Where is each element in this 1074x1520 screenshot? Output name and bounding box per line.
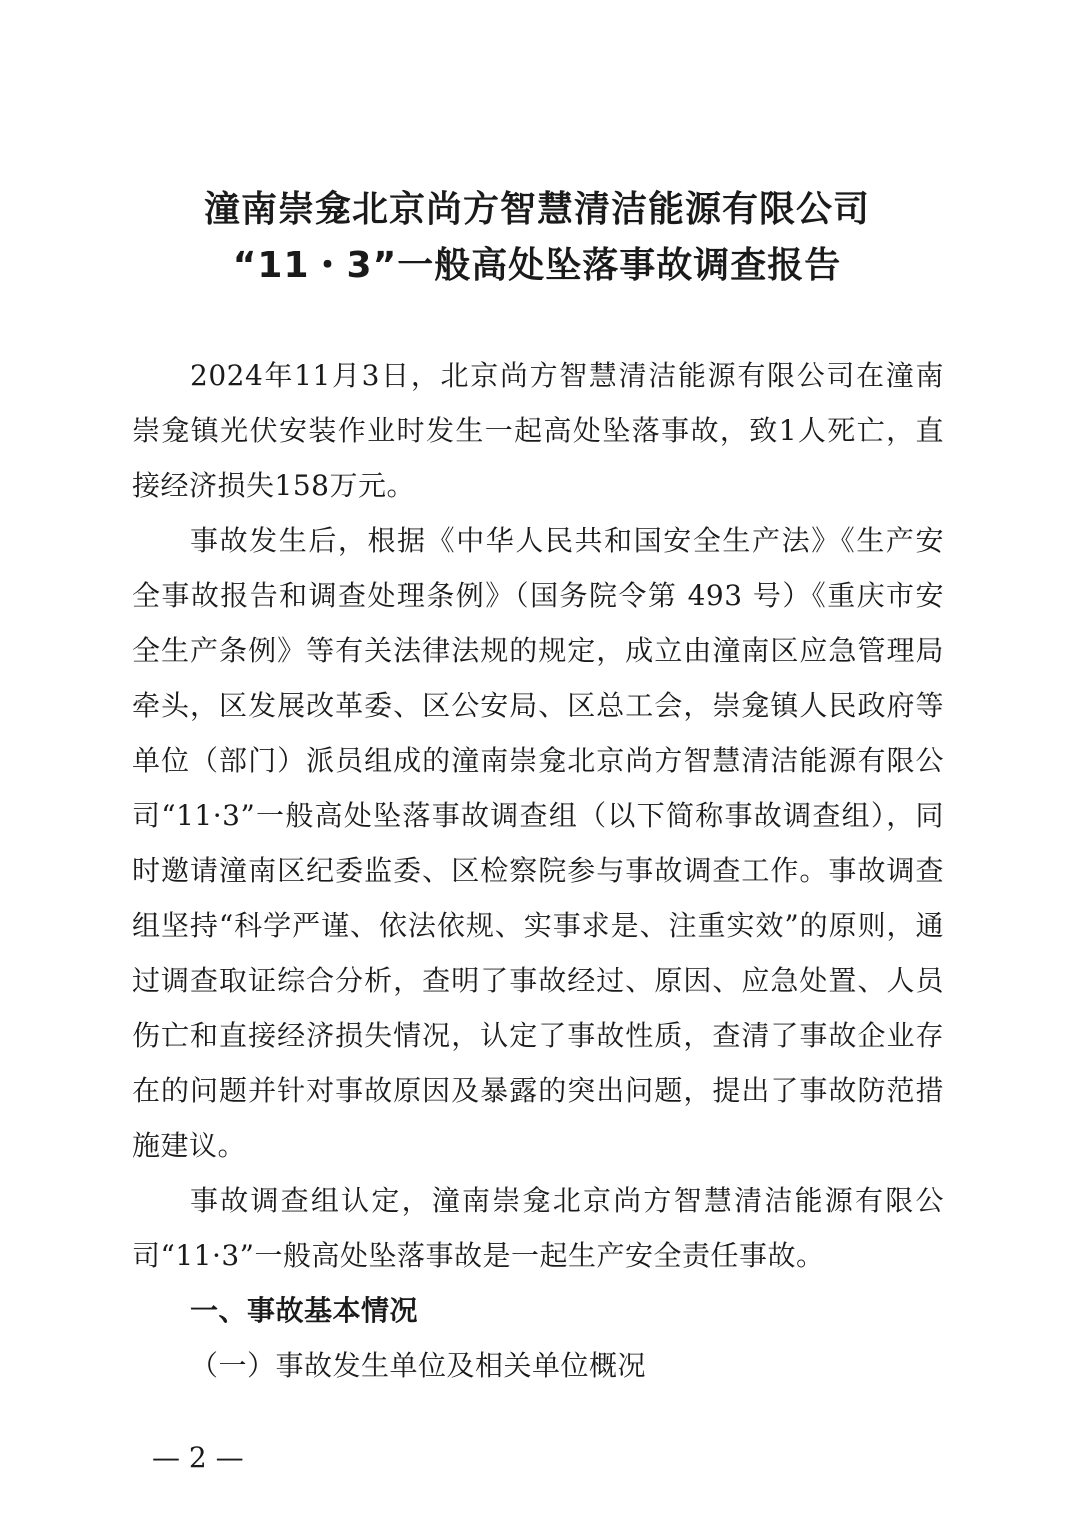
report-title-line-2: “11・3”一般高处坠落事故调查报告: [232, 245, 842, 286]
paragraph-investigation: 事故发生后，根据《中华人民共和国安全生产法》《生产安全事故报告和调查处理条例》（国务院令第 493 号）《重庆市安全生产条例》等有关法律法规的规定，成立由潼南区应急管理局牵头，区发展改革委、区公安局、区总工会，崇龛镇人民政府等单位（部门）派员组成的潼南崇龛北京尚方智慧清洁能源有限公司“11·3”一般高处坠落事故调查组（以下简称事故调查组），同时邀请潼南区纪委监委、区检察院参与事故调查工作。事故调查组坚持“科学严谨、依法依规、实事求是、注重实效”的原则，通过调查取证综合分析，查明了事故经过、原因、应急处置、人员伤亡和直接经济损失情况，认定了事故性质，查清了事故企业存在的问题并针对事故原因及暴露的突出问题，提出了事故防范措施建议。: [132, 524, 944, 1162]
subsection-heading: （一）事故发生单位及相关单位概况: [190, 1349, 647, 1382]
paragraph-summary: 2024年11月3日，北京尚方智慧清洁能源有限公司在潼南崇龛镇光伏安装作业时发生一起高处坠落事故，致1人死亡，直接经济损失158万元。: [132, 359, 944, 502]
paragraph-conclusion: 事故调查组认定，潼南崇龛北京尚方智慧清洁能源有限公司“11·3”一般高处坠落事故是一起生产安全责任事故。: [132, 1184, 944, 1272]
report-body: [132, 348, 944, 1393]
page-number: — 2 —: [152, 1441, 244, 1474]
report-title-line-1: 潼南崇龛北京尚方智慧清洁能源有限公司: [203, 189, 870, 230]
section-heading: 一、事故基本情况: [190, 1294, 419, 1327]
